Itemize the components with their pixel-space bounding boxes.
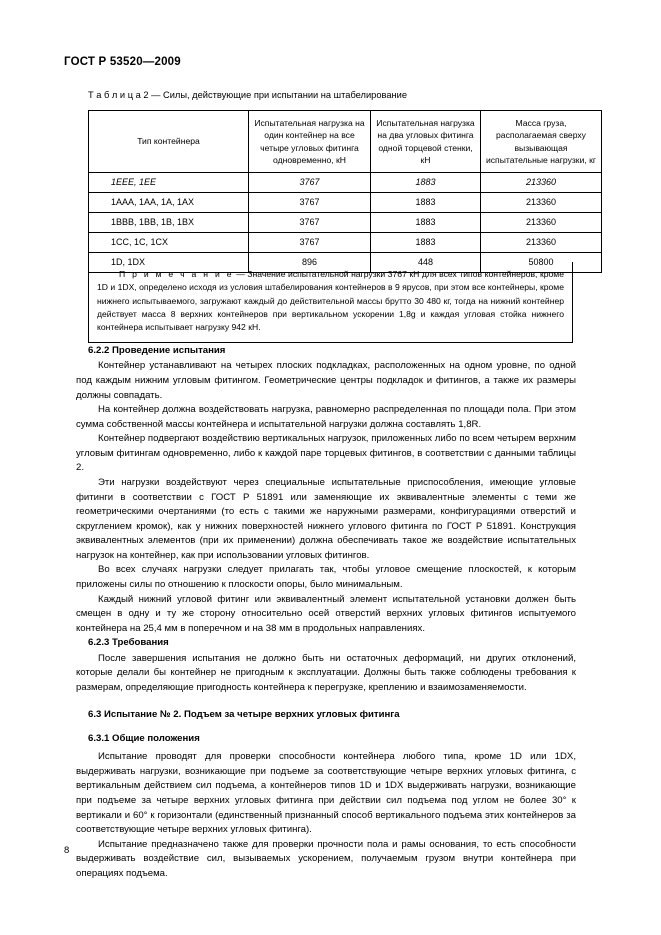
paragraph-6-2-3-1: После завершения испытания не должно быть ни остаточных деформаций, ни других отклонений, которые делали бы контейнер не пригодным к эксплуатации. Должны быть также соблюдены требования к размерам, определяющие пригодность контейнера к перегрузке, креплению и взаимозаменяемости. bbox=[76, 652, 576, 693]
column-header-two-fittings: Испытательная нагрузка на два угловых фитинга одной торцевой стенки, кН bbox=[371, 111, 481, 173]
page-number: 8 bbox=[64, 845, 70, 856]
cell-four-fittings: 3767 bbox=[249, 213, 371, 233]
paragraph-6-3-1-2: Испытание предназначено также для проверки прочности пола и рамы основания, то есть способности выдерживать воздействие сил, вызываемых ускорением, получаемым грузом внутри контейнера при операциях подъема. bbox=[76, 838, 576, 879]
table-row bbox=[89, 193, 602, 213]
heading-6-2-3: 6.2.3 Требования bbox=[88, 637, 169, 649]
cell-two-fittings: 1883 bbox=[371, 213, 481, 233]
cell-four-fittings: 3767 bbox=[249, 193, 371, 213]
heading-6-2-2: 6.2.2 Проведение испытания bbox=[88, 345, 226, 356]
cell-two-fittings: 448 bbox=[371, 253, 481, 273]
note-label: П р и м е ч а н и е bbox=[119, 269, 234, 279]
cell-two-fittings: 1883 bbox=[371, 233, 481, 253]
table-row bbox=[89, 233, 602, 253]
column-header-container-type: Тип контейнера bbox=[89, 111, 249, 173]
cell-four-fittings: 3767 bbox=[249, 173, 371, 193]
cell-mass: 50800 bbox=[481, 253, 602, 273]
stacking-forces-table bbox=[88, 110, 602, 273]
table-note bbox=[88, 262, 573, 343]
table-caption: Т а б л и ц а 2 — Силы, действующие при испытании на штабелирование bbox=[88, 90, 408, 100]
table-row bbox=[89, 213, 602, 233]
column-header-mass: Масса груза, располагаемая сверху вызывающая испытательные нагрузки, кг bbox=[481, 111, 602, 173]
paragraph-6-2-2-4: Эти нагрузки воздействуют через специальные испытательные приспособления, имеющие угловые фитинги в соответствии с ГОСТ Р 51891 или заменяющие их эквивалентные элементы с теми же геометрическими очертаниями (то есть с такими же наружными размерами, конфигурациями отверстий и скруглением кромок), как у нижних поверхностей нижнего углового фитинга по ГОСТ Р 51891. Конструкция эквивалентных элементов (при их применении) должна обеспечивать такое же воздействие испытательных нагрузок на контейнер, как при использовании угловых фитингов. bbox=[76, 477, 576, 561]
cell-four-fittings: 896 bbox=[249, 253, 371, 273]
paragraph-6-2-2-3: Контейнер подвергают воздействию вертикальных нагрузок, приложенных либо по всем четырем верхним угловым фитингам одновременно, либо к каждой паре торцевых фитингов, в соответствии с данными таблицы 2. bbox=[76, 433, 576, 474]
cell-container-type: 1CC, 1C, 1CX bbox=[89, 233, 249, 253]
heading-6-3: 6.3 Испытание № 2. Подъем за четыре верхних угловых фитинга bbox=[88, 708, 400, 720]
cell-mass: 213360 bbox=[481, 173, 602, 193]
paragraph-6-2-2-2: На контейнер должна воздействовать нагрузка, равномерно распределенная по площади пола. При этом сумма собственной массы контейнера и испытательной нагрузки должна составлять 1,8R. bbox=[76, 404, 576, 430]
table-row bbox=[89, 173, 602, 193]
cell-two-fittings: 1883 bbox=[371, 193, 481, 213]
cell-container-type: 1D, 1DX bbox=[89, 253, 249, 273]
note-text: — Значение испытательной нагрузки 3767 кН для всех типов контейнеров, кроме 1D и 1DX, определено исходя из условия штабелирования контейнеров в 9 ярусов, при этом все контейнеры, кроме нижнего испытываемого, загружают каждый до действительной массы брутто 30 480 кг, тогда на нижний контейнер действует масса 8 верхних контейнеров при вертикальном ускорении 1,8g и каждая угловая стойка нижнего контейнера испытывает нагрузку 942 кН. bbox=[97, 269, 564, 333]
cell-container-type: 1EEE, 1EE bbox=[89, 173, 249, 193]
cell-two-fittings: 1883 bbox=[371, 173, 481, 193]
cell-mass: 213360 bbox=[481, 213, 602, 233]
column-header-four-fittings: Испытательная нагрузка на один контейнер на все четыре угловых фитинга одновременно, кН bbox=[249, 111, 371, 173]
table-header-row bbox=[89, 111, 602, 173]
cell-container-type: 1AAA, 1AA, 1A, 1AX bbox=[89, 193, 249, 213]
cell-mass: 213360 bbox=[481, 193, 602, 213]
cell-mass: 213360 bbox=[481, 233, 602, 253]
paragraph-6-3-1-1: Испытание проводят для проверки способности контейнера любого типа, кроме 1D или 1DX, выдерживать нагрузки, возникающие при подъеме за соответствующие четыре верхних угловых фитинга, с вертикальным действием сил подъема, а контейнеров типов 1D и 1DX выдерживать нагрузки, возникающие при подъеме за четыре верхних угловых фитинга при действии сил подъема под углом не более 30° к вертикали и 60° к горизонтали (единственный признанный способ вертикального подъема этих контейнеров за соответствующие четыре верхних угловых фитинга). bbox=[76, 751, 576, 836]
heading-6-3-1: 6.3.1 Общие положения bbox=[88, 732, 200, 744]
paragraph-6-2-2-1: Контейнер устанавливают на четырех плоских подкладках, расположенных на одном уровне, по одной под каждым нижним угловым фитингом. Геометрические центры подкладок и фитингов, а также их размеры должны совпадать. bbox=[76, 360, 576, 401]
body-content bbox=[76, 344, 576, 881]
cell-container-type: 1BBB, 1BB, 1B, 1BX bbox=[89, 213, 249, 233]
standard-header: ГОСТ Р 53520—2009 bbox=[64, 56, 181, 68]
cell-four-fittings: 3767 bbox=[249, 233, 371, 253]
paragraph-6-2-2-5: Во всех случаях нагрузки следует прилагать так, чтобы угловое смещение плоскостей, к которым приложены силы по отношению к плоскости опоры, было минимальным. bbox=[76, 564, 576, 591]
paragraph-6-2-2-6: Каждый нижний угловой фитинг или эквивалентный элемент испытательной установки должен быть смещен в одну и ту же сторону относительно осей отверстий верхних угловых фитингов испытуемого контейнера на 25,4 мм в поперечном и на 38 мм в продольных направлениях. bbox=[76, 593, 576, 634]
